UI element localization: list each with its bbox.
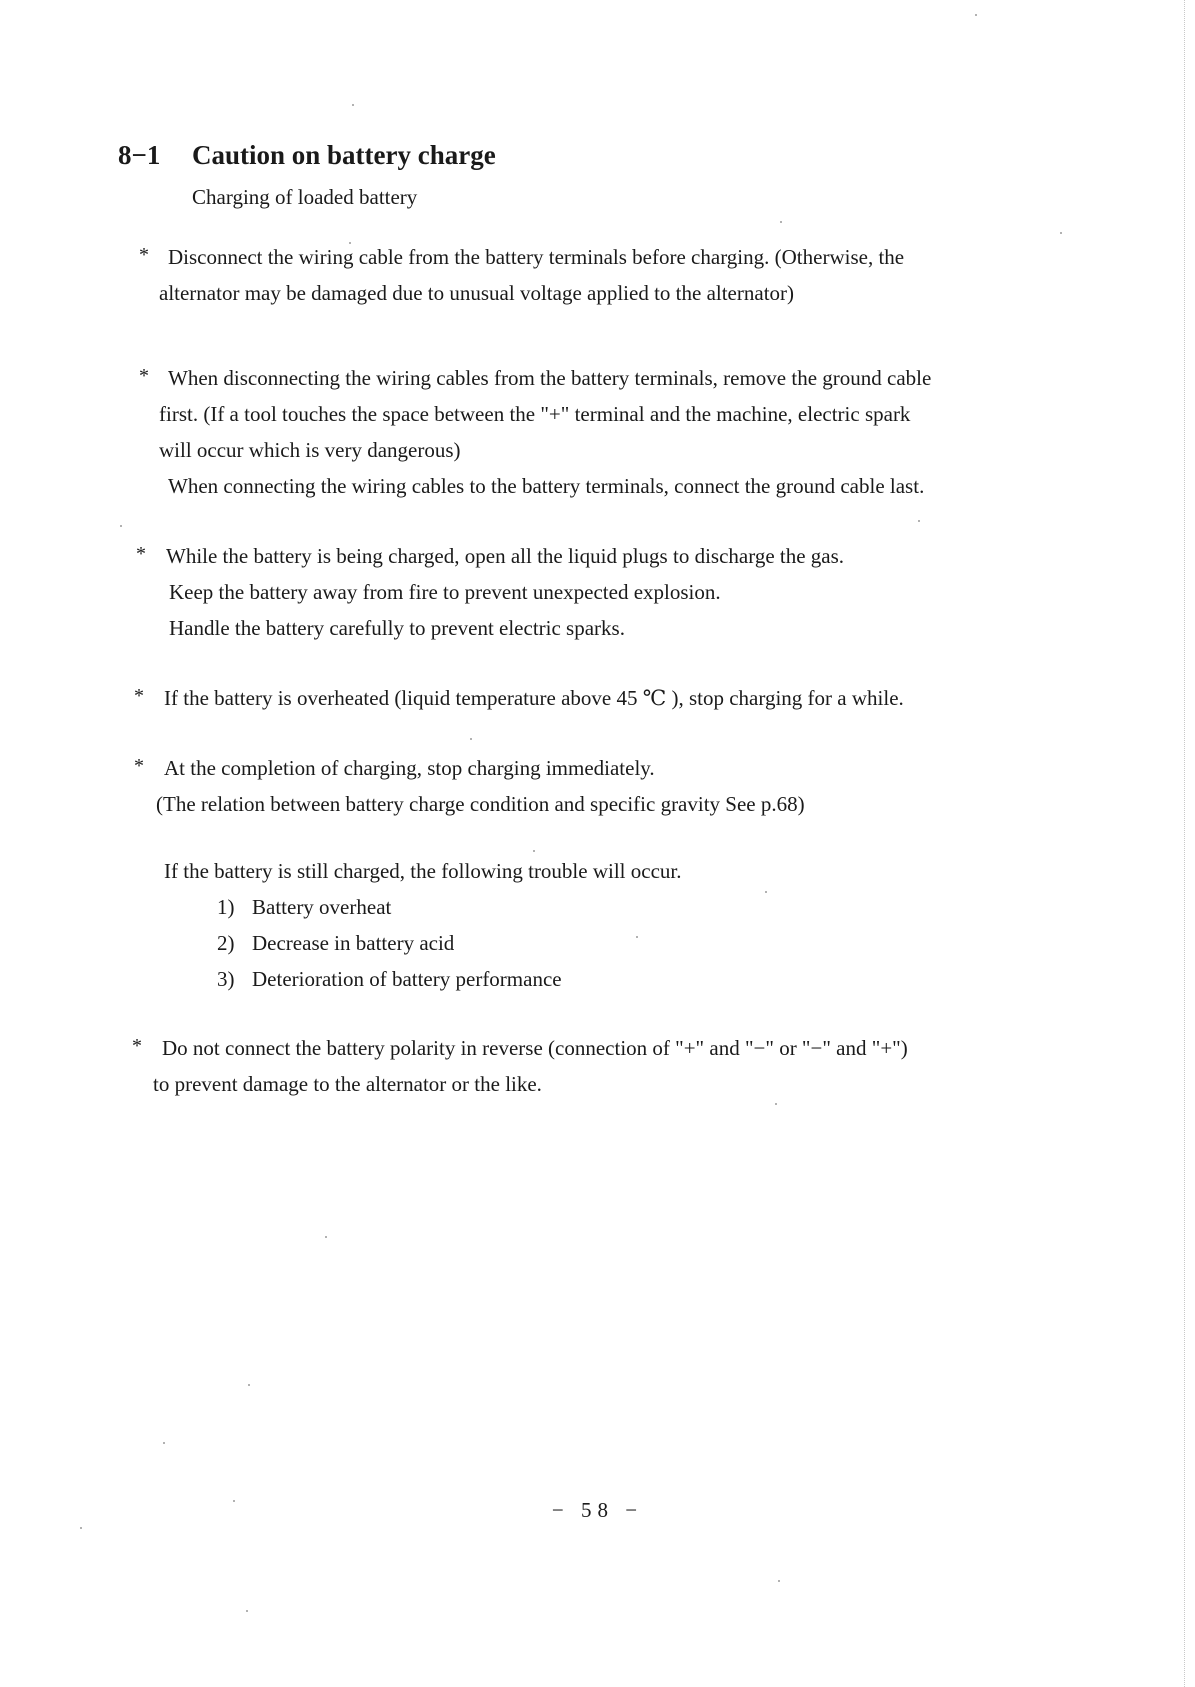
caution-2-line-1: When disconnecting the wiring cables from the battery terminals, remove the ground cable (168, 366, 932, 390)
caution-2-line-2: first. (If a tool touches the space between the "+" terminal and the machine, electric spark (159, 402, 911, 426)
scan-speck (778, 1580, 780, 1582)
caution-3-line-2: Keep the battery away from fire to prevent unexpected explosion. (169, 580, 721, 604)
bullet-star: * (136, 543, 146, 565)
scan-speck (775, 1103, 777, 1105)
scan-speck (1060, 232, 1062, 234)
trouble-item-2-text: Decrease in battery acid (252, 931, 455, 955)
trouble-item-1-number: 1) (217, 895, 235, 919)
page-number: − 58 − (551, 1498, 644, 1522)
trouble-intro: If the battery is still charged, the following trouble will occur. (164, 859, 682, 883)
scan-speck (349, 242, 351, 244)
scan-speck (80, 1527, 82, 1529)
trouble-item-3-text: Deterioration of battery performance (252, 967, 562, 991)
scan-speck (533, 850, 535, 852)
scan-speck (918, 520, 920, 522)
scan-speck (780, 221, 782, 223)
caution-5-line-1: At the completion of charging, stop charging immediately. (164, 756, 655, 780)
bullet-star: * (139, 365, 149, 387)
caution-6-line-1: Do not connect the battery polarity in reverse (connection of "+" and "−" or "−" and "+") (162, 1036, 908, 1060)
scan-speck (636, 936, 638, 938)
section-subtitle: Charging of loaded battery (192, 185, 418, 209)
bullet-star: * (132, 1035, 142, 1057)
caution-4-line-1: If the battery is overheated (liquid temperature above 45 ℃ ), stop charging for a while. (164, 686, 904, 710)
caution-2-line-4: When connecting the wiring cables to the battery terminals, connect the ground cable last. (168, 474, 925, 498)
bullet-star: * (139, 244, 149, 266)
trouble-item-2-number: 2) (217, 931, 235, 955)
scan-speck (120, 525, 122, 527)
bullet-star: * (134, 685, 144, 707)
scan-speck (470, 738, 472, 740)
caution-3-line-3: Handle the battery carefully to prevent electric sparks. (169, 616, 625, 640)
scan-speck (248, 1384, 250, 1386)
section-heading (118, 140, 496, 171)
scan-speck (233, 1500, 235, 1502)
section-number: 8−1 (118, 140, 161, 170)
trouble-item-3-number: 3) (217, 967, 235, 991)
caution-1-line-2: alternator may be damaged due to unusual voltage applied to the alternator) (159, 281, 795, 305)
scan-speck (246, 1610, 248, 1612)
caution-5-line-2: (The relation between battery charge condition and specific gravity See p.68) (156, 792, 805, 816)
caution-1-line-1: Disconnect the wiring cable from the battery terminals before charging. (Otherwise, the (168, 245, 905, 269)
caution-6-line-2: to prevent damage to the alternator or the like. (153, 1072, 542, 1096)
section-title: Caution on battery charge (192, 140, 496, 170)
trouble-item-1-text: Battery overheat (252, 895, 392, 919)
scan-speck (765, 891, 767, 893)
caution-2-line-3: will occur which is very dangerous) (159, 438, 461, 462)
scan-speck (352, 104, 354, 106)
caution-3-line-1: While the battery is being charged, open all the liquid plugs to discharge the gas. (166, 544, 845, 568)
scan-speck (163, 1442, 165, 1444)
scan-speck (325, 1236, 327, 1238)
scan-speck (975, 14, 977, 16)
page-edge-dots (1184, 0, 1185, 1687)
bullet-star: * (134, 755, 144, 777)
